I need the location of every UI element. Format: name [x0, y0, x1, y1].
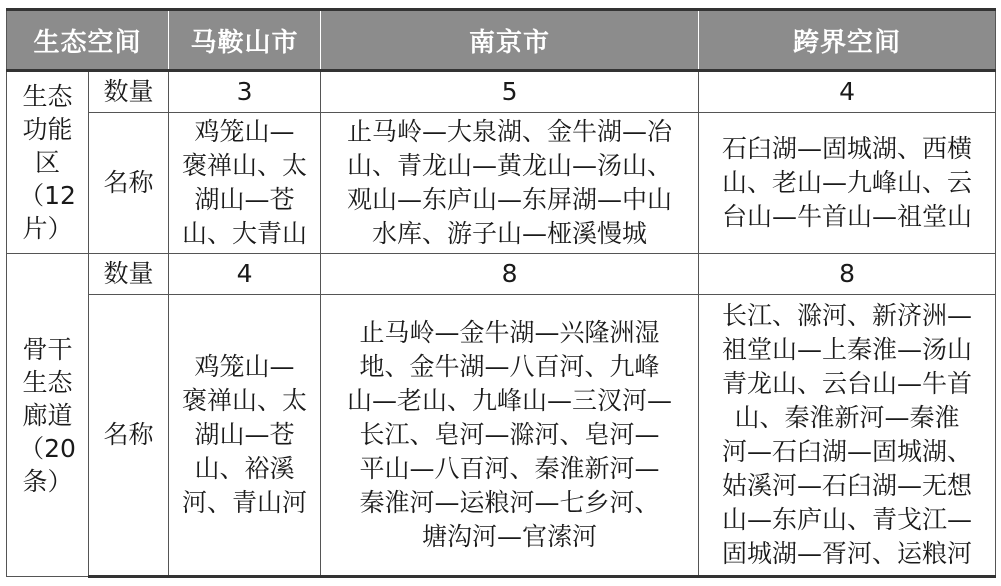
name-line: 塘沟河—官溹河	[422, 522, 598, 551]
name-line: 台山—牛首山—祖堂山	[722, 202, 973, 231]
header-cross-boundary: 跨界空间	[699, 10, 996, 71]
row-label-count: 数量	[89, 254, 169, 295]
names-nanjing	[321, 295, 699, 577]
row-label-count: 数量	[89, 71, 169, 113]
table-row	[7, 113, 996, 254]
names-cross	[699, 113, 996, 254]
name-line: 湖山—苍	[194, 420, 295, 449]
name-line: 祖堂山—上秦淮—汤山	[722, 335, 973, 364]
table-row	[7, 254, 996, 295]
name-line: 山、老山—九峰山、云	[722, 168, 973, 197]
count-maanshan: 3	[169, 71, 321, 113]
name-line: 止马岭—大泉湖、金牛湖—冶	[347, 117, 673, 146]
name-line: 止马岭—金牛湖—兴隆洲湿	[359, 318, 660, 347]
count-cross: 4	[699, 71, 996, 113]
name-line: 河、青山河	[182, 488, 308, 517]
row-label-name: 名称	[89, 113, 169, 254]
name-line: 秦淮河—运粮河—七乡河、	[359, 488, 660, 517]
header-ecological-space: 生态空间	[7, 10, 169, 71]
name-line: 山—老山、九峰山—三汊河—	[347, 386, 673, 415]
count-cross: 8	[699, 254, 996, 295]
name-line: 平山—八百河、秦淮新河—	[359, 454, 660, 483]
name-line: 湖山—苍	[194, 185, 295, 214]
names-maanshan	[169, 113, 321, 254]
name-line: 褒禅山、太	[182, 386, 308, 415]
name-line: 石臼湖—固城湖、西横	[722, 134, 973, 163]
names-cross	[699, 295, 996, 577]
name-line: 青龙山、云台山—牛首	[722, 369, 973, 398]
names-nanjing	[321, 113, 699, 254]
name-line: 地、金牛湖—八百河、九峰	[359, 352, 660, 381]
name-line: 山、裕溪	[194, 454, 295, 483]
name-line: 山—东庐山、青戈江—	[722, 505, 973, 534]
header-row	[7, 10, 996, 71]
name-line: 山、秦淮新河—秦淮	[734, 403, 960, 432]
names-maanshan	[169, 295, 321, 577]
name-line: 鸡笼山—	[194, 117, 295, 146]
name-line: 长江、滁河、新济洲—	[722, 301, 973, 330]
name-line: 河—石臼湖—固城湖、	[722, 437, 973, 466]
name-line: 姑溪河—石臼湖—无想	[722, 471, 973, 500]
group-label-function-zone: 生态 功能 区 （12 片）	[7, 71, 89, 254]
table-row	[7, 71, 996, 113]
group-label-corridor: 骨干 生态 廊道 （20 条）	[7, 254, 89, 577]
table-row	[7, 295, 996, 577]
count-maanshan: 4	[169, 254, 321, 295]
name-line: 长江、皂河—滁河、皂河—	[359, 420, 660, 449]
name-line: 观山—东庐山—东屏湖—中山	[347, 185, 673, 214]
header-nanjing: 南京市	[321, 10, 699, 71]
name-line: 固城湖—胥河、运粮河	[722, 539, 973, 568]
name-line: 水库、游子山—桠溪慢城	[372, 219, 648, 248]
count-nanjing: 5	[321, 71, 699, 113]
name-line: 褒禅山、太	[182, 151, 308, 180]
name-line: 鸡笼山—	[194, 352, 295, 381]
name-line: 山、大青山	[182, 219, 308, 248]
name-line: 山、青龙山—黄龙山—汤山、	[347, 151, 673, 180]
header-maanshan: 马鞍山市	[169, 10, 321, 71]
count-nanjing: 8	[321, 254, 699, 295]
row-label-name: 名称	[89, 295, 169, 577]
ecological-space-table	[6, 8, 996, 578]
